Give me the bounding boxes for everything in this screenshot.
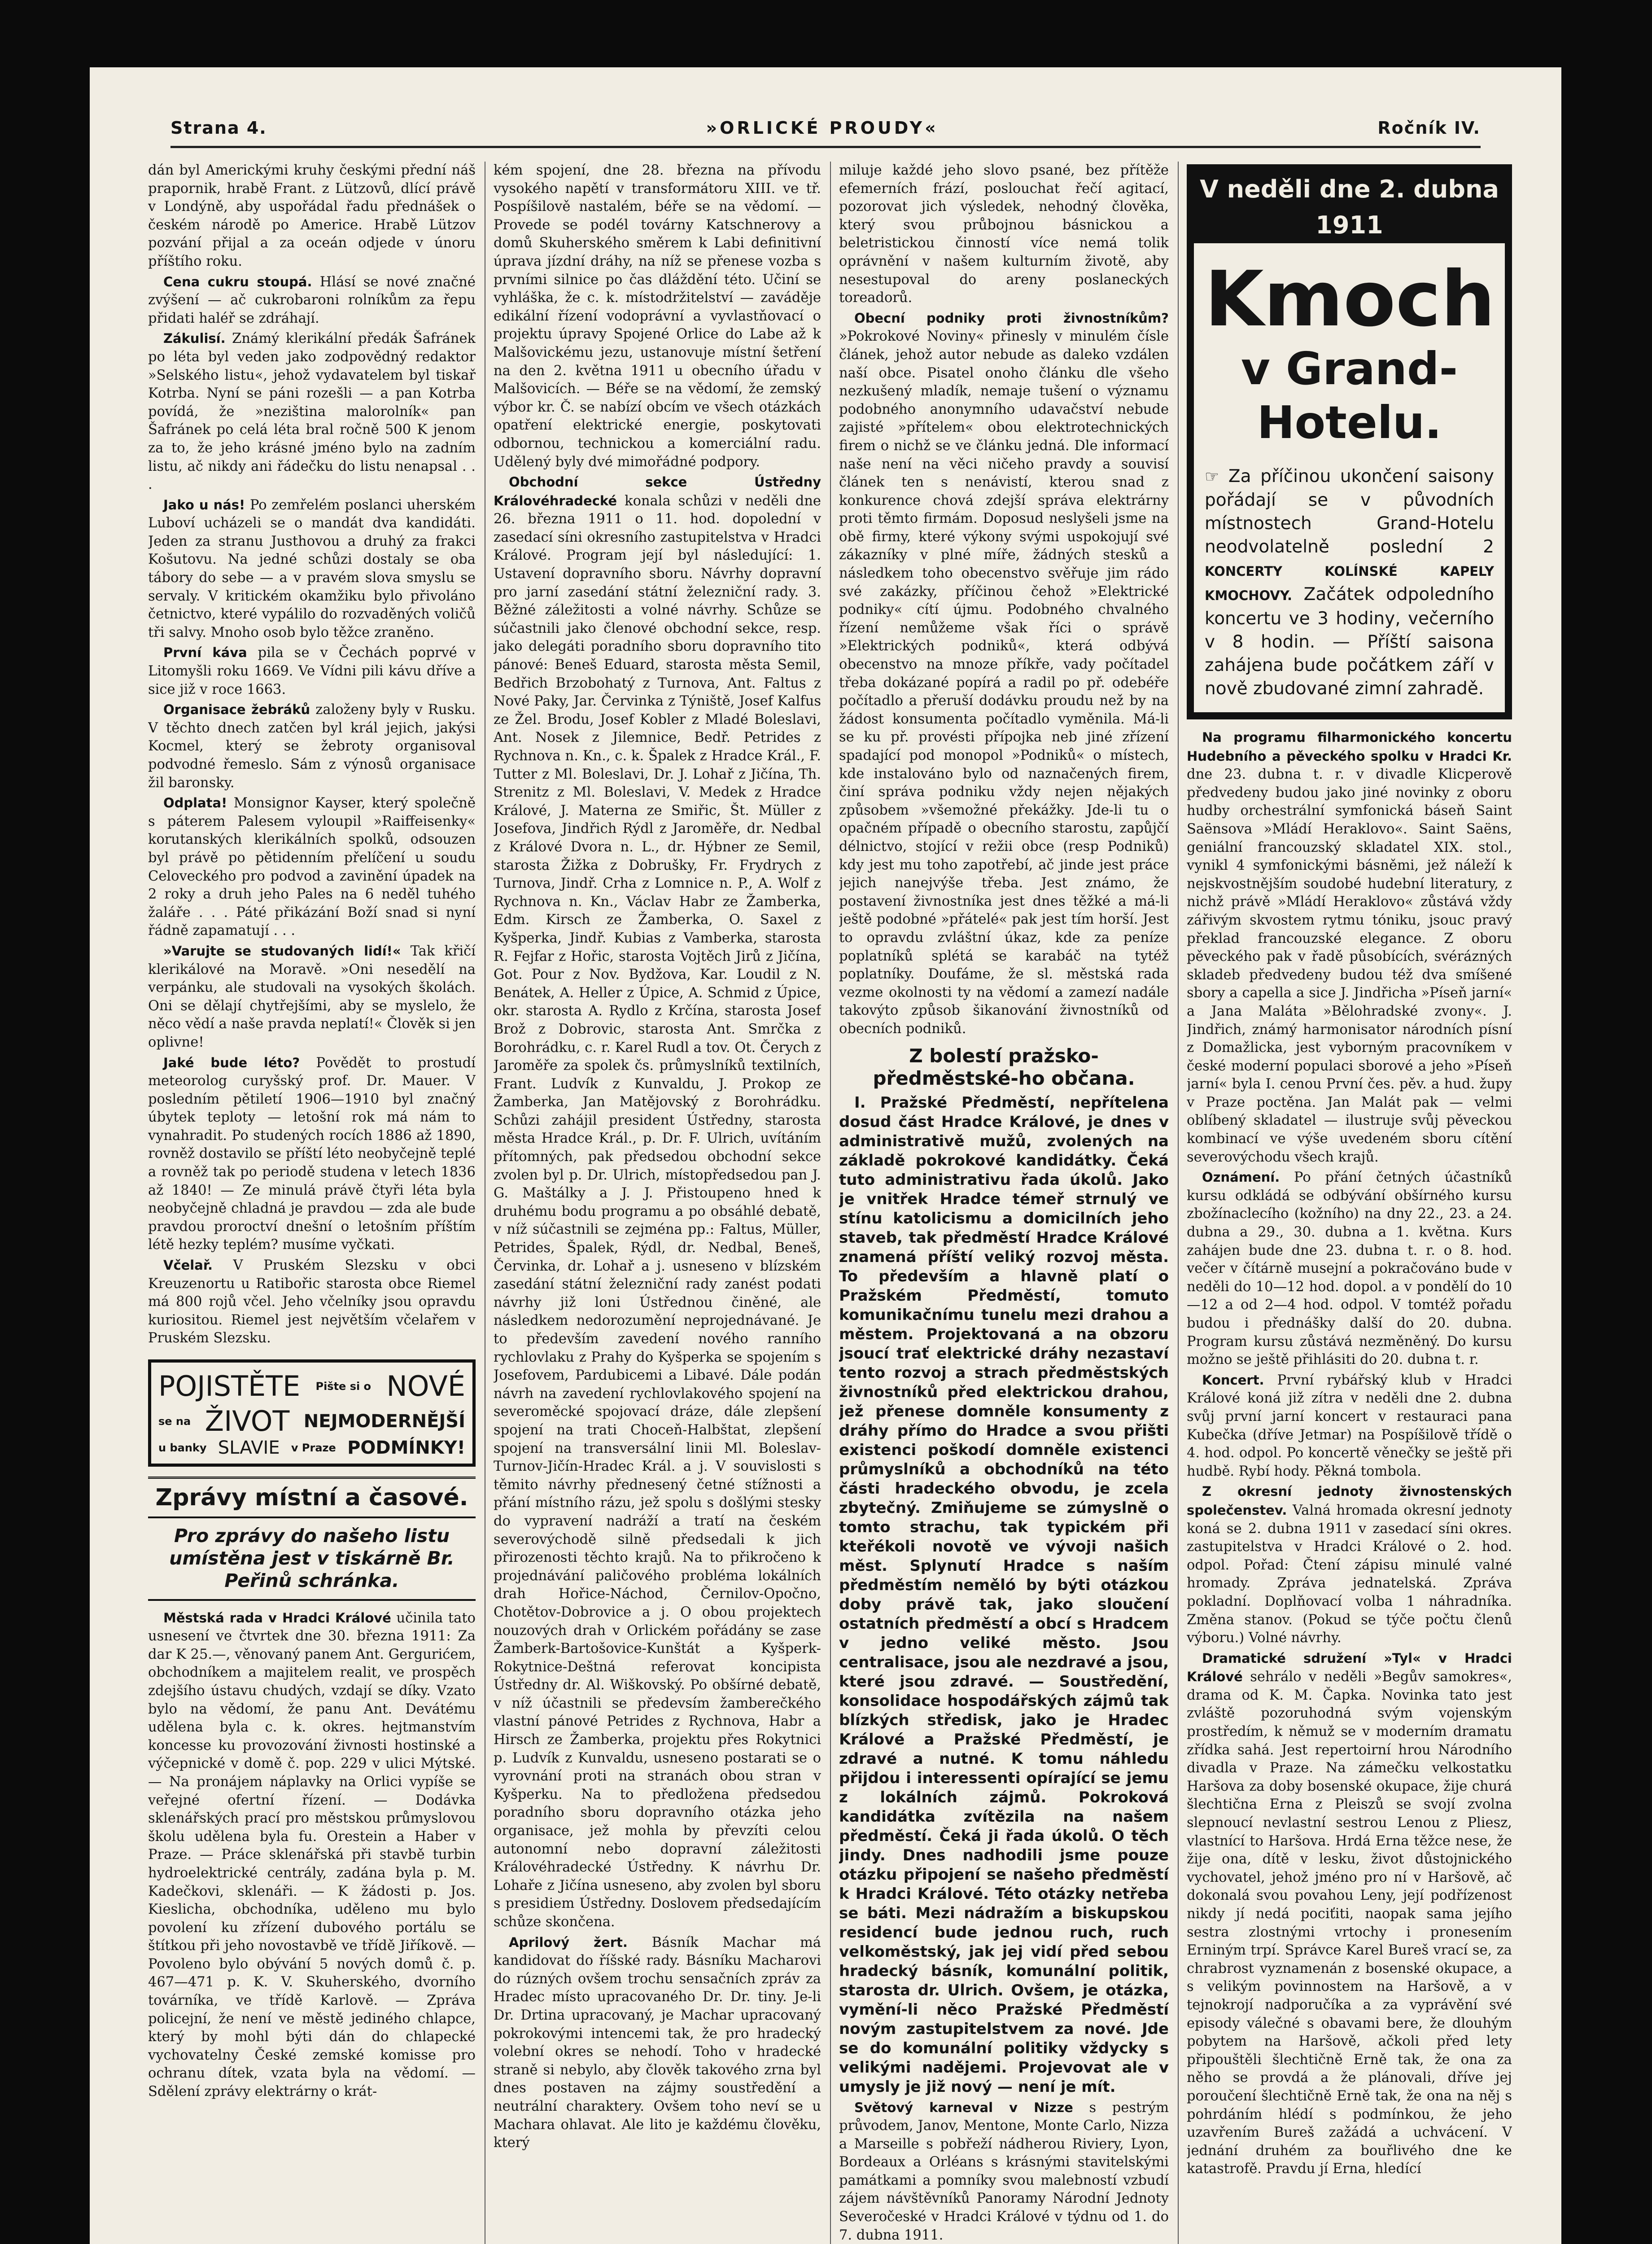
article-paragraph <box>1187 1371 1512 1481</box>
article-heading: »Varujte se studovaných lidí!« <box>163 943 401 959</box>
article-heading: Obchodní sekce Ústředny Královéhradecké <box>494 474 821 508</box>
article-text: První rybářský klub v Hradci Králové koná již zítra v neděli dne 2. dubna svůj první jarní koncert v restauraci pana Kubečka (dříve Jetmar) na Pospíšilově třídě o 4. hod. odpol. Po koncertě věnečky se ještě při hudbě. Rybí hody. Pěkná tombola. <box>1187 1372 1512 1479</box>
article-heading: Cena cukru stoupá. <box>163 274 312 289</box>
ad-small-text: u banky <box>158 1442 207 1454</box>
band-name: Kmoch <box>1205 255 1495 344</box>
ad-word: POJISTĚTE <box>158 1370 301 1402</box>
column-divider <box>830 162 831 2244</box>
article-text: Tak křičí klerikálové na Moravě. »Oni nesedělí na verpánku, ale studovali na vysokých školách. Oni se dělají chytřejšími, aby se myslelo, že něco vědí a naše pravda neplatí!« Člověk si jen oplivne! <box>148 943 476 1050</box>
pointing-hand-icon: ☞ <box>1205 468 1219 486</box>
ad-word: ŽIVOT <box>205 1405 290 1438</box>
article-paragraph <box>148 329 476 494</box>
concert-text: Za příčinou ukončení saisony pořádají se v původních místnostech Grand-Hotelu neodvolatelně poslední 2 <box>1205 466 1494 557</box>
article-text: miluje každé jeho slovo psané, bez přítěže efemerních frází, poslouchat řečí agitací, pozorovat jich výsledek, nehodný člověka, který svou průbojnou básnickou a beletristickou činností více nemá tolik oprávnění v našem kulturním životě, aby nesestupoval do areny poslaneckých toreadorů. <box>839 162 1169 306</box>
mailbox-notice: Pro zprávy do našeho listu umístěna jest v tiskárně Br. Peřinů schránka. <box>148 1525 476 1601</box>
article-heading: Obecní podniky proti živnostníkům? <box>854 310 1169 326</box>
article-text: Hlásí se nové značné zvýšení — ač cukrobaroni rolníkům za řepu přidati haléř se zdráhají. <box>148 274 476 326</box>
article-text: Po přání četných účastníků kursu odkládá se odbývání obšírného kursu zbožínaclecího (kožního) na dny 22., 23. a 24. dubna a 29., 30. dubna a 1. května. Kurs zahájen bude dne 23. dubna t. r. o 8. hod. večer v čítárně musejní a pokračováno bude v neděli do 10—12 hod. dopol. a v pondělí do 10—12 a od 2—4 hod. odpol. V tomtéž pořadu budou i přednášky další do 20. dubna. Program kursu zůstává nezměněný. Do kursu možno se ještě přihlásiti do 20. dubna t. r. <box>1187 1170 1512 1368</box>
article-paragraph <box>1187 1482 1512 1647</box>
article-heading: Odplata! <box>163 795 227 811</box>
concert-text: Začátek odpoledního koncertu ve 3 hodiny, večerního v 8 hodin. — Příští saisona zahájena bude počátkem září v nově zbudované zimní zahradě. <box>1205 584 1494 699</box>
article-paragraph <box>839 2099 1169 2244</box>
kmoch-concert-advertisement <box>1187 164 1512 719</box>
article-text: Po zemřelém poslanci uherském Luboví ucházeli se o mandát dva kandidáti. Jeden za stranu Justhovou a druhý za frakci Košutovu. Na jedné schůzi dostaly se oba tábory do sebe — a v pravém slova smyslu se servaly. V kritickém okamžiku bylo přivoláno četnictvo, které vypálilo do rozvaděných voličů tři salvy. Mnoho osob bylo těžce zraněno. <box>148 497 476 640</box>
article-text: Povědět to prostudí meteorolog curyšský prof. Dr. Mauer. V posledním pětiletí 1906—1910 byl značný úbytek teploty — letošní rok má nám to vynahradit. Po studených rocích 1886 až 1890, rovněž dostavilo se příští léto neobyčejně teplé a rovněž tak po periodě studena v letech 1836 až 1840! — Ze minulá právě čtyři léta byla neobyčejně chladná je pravdou — zda ale bude pravdou proroctví dnešní o letošním příštím létě hezky teplém? musíme vyčkati. <box>148 1055 476 1253</box>
article-paragraph <box>494 1933 821 2152</box>
article-text: sehrálo v neděli »Begův samokres«, drama od K. M. Čapka. Novinka tato jest zvláště pozoruhodná svým vojenským prostředím, k němuž se v moderním dramatu zřídka sahá. Jest repertoirní hrou Národního divadla v Praze. Na zámečku velkostatku Haršova za doby bosenské okupace, žije churá šlechtična Erna z Pleiszů se svojí zvolna slepnoucí nevlastní sestrou Lenou z Pliesz, vlastnící to Haršova. Hrdá Erna těžce nese, že žije ona, dítě v lesku, život důstojnického vychovatel, jehož jméno pro ní v Haršově, ač dokonalá svou povahou Leny, její podřízenost nikdy jí nedá pociťiti, naopak sama jejího sestra zlostnými vrtochy i pronesením Erniným trpí. Správce Karel Bureš vrací se, za chrabrost vyznamenán z bosenské okupace, a s velikým povinnostem na Haršově, a v tejnokrojí nadporučíka a za vyprávění své episody válečné s obavami bere, že dlouhým pobytem na Haršově, ačkoli před lety připouštěli šlechtičně Erně tak, že ona za něho se provdá a že plánovali, dříve jej poroučení šlechtičně Erně tak, že ona na něj s pohrdáním hlédí s podmínkou, že jeho uzavřením Bureš zažádá a uchvácení. V jednání druhém za bouřlivého dne ke katastrofě. Pravdu jí Erna, hledící <box>1187 1669 1512 2177</box>
ad-row <box>158 1439 465 1457</box>
article-text: kém spojení, dne 28. března na přívodu vysokého napětí v transformátoru XIII. ve tř. Pospíšilově nastalém, béře se na vědomí. — Provede se podél továrny Katschnerovy a domů Skuherského směrem k Labi definitivní úprava jízdní dráhy, na níž se přenese vozba s prvními silnice po čas dláždění této. Učiní se vyhláška, že c. k. místodržitelství — zaváděje edikální řízení vodoprávní a vyvlastňovací o projektu úpravy Spojené Orlice do Labe až k Malšovickému jezu, ustanovuje místní šetření na den 2. května 1911 u obecního úřadu v Malšovicích. — Béře se na vědomí, že zemský výbor kr. Č. se nabízí obcím ve všech otázkách opatření elektrické energie, poskytovati odbornou, technickou a komerciální radu. Udělený byly dvé mimořádné podpory. <box>494 162 821 470</box>
ad-bold-text: PODMÍNKY! <box>347 1438 465 1458</box>
article-paragraph <box>839 309 1169 1039</box>
article-paragraph <box>148 273 476 328</box>
article-heading: Koncert. <box>1202 1372 1264 1388</box>
ad-row <box>158 1404 465 1439</box>
article-paragraph <box>148 1054 476 1255</box>
article-heading: Včelař. <box>163 1258 213 1273</box>
article-text: konala schůzi v neděli dne 26. března 1911 o 11. hod. dopolední v zasedací síni okresního zastupitelstva v Hradci Králové. Program její byl následující: 1. Ustavení dopravního sboru. Návrhy dopravní pro jarní zasedání státní železniční rady. 3. Běžné záležitosti a volné návrhy. Schůze se súčastnili jako členové obchodní sekce, resp. jako delegáti poradního sboru dopravního tito pánové: Beneš Eduard, starosta města Semil, Bedřich Brzobohatý z Turnova, Ant. Faltus z Nové Paky, Jar. Červinka z Týniště, Josef Kalfus ze Žel. Brodu, Josef Kobler z Mladé Boleslavi, Ant. Nosek z Jilemnice, Bedř. Petrides z Rychnova n. Kn., c. k. Špalek z Hradce Král., F. Tutter z Ml. Boleslavi, Dr. J. Lohař z Jičína, Th. Strenitz z Ml. Boleslavi, V. Medek z Hradce Králové, J. Materna ze Smiřic, Št. Müller z Josefova, Jindřich Rýdl z Jaroměře, dr. Nedbal z Králové Dvora n. L., dr. Hýbner ze Semil, starosta Žižka z Dobrušky, Fr. Frydrych z Turnova, Jindř. Crha z Lomnice n. P., A. Wolf z Rychnova n. Kn., Václav Habr ze Žamberka, Edm. Kirsch ze Žamberka, O. Saxel z Kyšperka, Jindř. Kubias z Vamberka, starosta R. Fejfar z Hořic, starosta Vojtěch Jirů z Jičína, Got. Pour z Nov. Bydžova, Kar. Loudil z N. Benátek, A. Heller z Úpice, A. Schmid z Úpice, okr. starosta A. Rydlo z Krčína, starosta Josef Brož z Dobrovic, starosta Ant. Smrčka z Borohrádku, c. r. Karel Rudl a tov. Ot. Čerych z Jaroměře za spolek čs. průmyslníků textilních, Frant. Ludvík z Kunvaldu, J. Prokop ze Žamberka, Jan Matějovský z Borohrádku. Schůzi zahájil president Ústředny, starosta města Hradce Král., p. Dr. F. Ulrich, uvítáním přítomných, pak předsedou obchodní sekce zvolen byl p. Dr. Ulrich, místopředsedou pan J. G. Maštálky a J. J. Přistoupeno hned k druhému bodu programu a po obsáhlé debatě, v níž súčastnili se zejména pp.: Faltus, Müller, Petrides, Špalek, Rýdl, dr. Nedbal, Beneš, Červinka, dr. Lohař a j. usneseno v blízském zasedání státní železniční rady zanést podati návrhy již loni Ústřednou činěné, ale následkem nedorozumění neprojednávané. Je to především zavedení nového ranního rychlovlaku z Prahy do Kyšperka se spojením s Josefovem, Pardubicemi a Libavé. Dále podán návrh na zavedení rychlovlakového spojení na severoměcké spojovací dráze, dále zlepšení spojení na trati Choceň-Halbštat, zlepšení spojení na transversální linii Ml. Boleslav-Turnov-Jičín-Hradec Král. a j. V souvislosti s těmito návrhy přednesený četné stížnosti a přání místního rázu, jež spolu s došlými stesky do vypravení nadráží a tratí na českém severovýchodě silně předsedali k jich přirozenosti těchto krajů. Na to přikročeno k projednávání paličového probléma lokálních drah Hořice-Náchod, Černilov-Opočno, Chotětov-Dobrovice a j. O obou projektech nouzových drah v Orlickém pořádány se zase Žamberk-Bartošovice-Kunštát a Kyšperk-Rokytnice-Deštná referovat koncipista Ústředny dr. Al. Wiškovský. Po obšírné debatě, v níž účastnili se předevsím žamberečkého vlastní pánové Petrides z Rychnova, Habr a Hirsch ze Žamberka, projektu přes Rokytnici p. Ludvík z Kunvaldu, usneseno postarati se o vyrovnání proti na stranách obou stran v Kyšperku. Na to předložena předsedou poradního sboru dopravního otázka jeho organisace, jež mohla by převzíti celou autonomní nebo dopravní záležitosti Královéhradecké Ústředny. K návrhu Dr. Lohaře z Jičína usneseno, aby zvolen byl sboru s presidiem Ústředny. Doslovem předsedajícím schůze skončena. <box>494 493 821 1930</box>
ad-small-text: v Praze <box>291 1442 336 1454</box>
article-paragraph <box>148 1609 476 2101</box>
article-text: Básník Machar má kandidovat do říšské rady. Básníku Macharovi do rúzných ovšem trochu sensačních zpráv za Hradec místo upracovaného Dr. Dr. tiny. Je-li Dr. Drtina upracovaný, je Machar upracovaný pokrokovými intencemi tak, že pro hradecký volební okres se nehodí. Toho v hradecké straně si nebylo, aby člověk takového zrna byl dnes postaven na zájmy soustředění a neutrální charaktery. Ovšem toho neví se u Machara ohlavat. Ale lito je každému člověku, který <box>494 1934 821 2151</box>
ad-small-text: se na <box>158 1415 191 1428</box>
article-paragraph <box>148 496 476 642</box>
article-paragraph <box>148 644 476 699</box>
ad-word: NOVÉ <box>386 1370 465 1402</box>
page-number: Strana 4. <box>170 118 267 138</box>
concert-venue: v Grand-Hotelu. <box>1241 342 1458 449</box>
concert-band-bold: KONCERTY KOLÍNSKÉ KAPELY KMOCHOVY. <box>1205 564 1494 603</box>
article-text: dán byl Americkými kruhy českými přední náš prapornik, hrabě Frant. z Lützovů, dlící právě v Londýně, aby uspořádal řadu přednášek o českém národě po Americe. Hrabě Lützov pozvání přijal a za oceán odjede v únoru příštího roku. <box>148 162 476 269</box>
article-heading: Městská rada v Hradci Králové <box>163 1610 391 1626</box>
article-heading: Světový karneval v Nizze <box>854 2099 1073 2115</box>
column-2 <box>494 162 821 2244</box>
article-heading: První káva <box>163 645 247 661</box>
newspaper-page <box>90 67 1561 2244</box>
article-heading: Oznámení. <box>1202 1170 1280 1185</box>
column-1 <box>148 162 476 2244</box>
article-text: založeny byly v Rusku. V těchto dnech zatčen byl král jejich, jakýsi Kocmel, který se žebroty organisoval podvodné řemeslo. Sám z výnosů organisace žil baronsky. <box>148 702 476 791</box>
volume-number: Ročník IV. <box>1377 118 1481 138</box>
column-4 <box>1187 162 1512 2244</box>
article-paragraph <box>148 1256 476 1348</box>
article-paragraph <box>1187 728 1512 1166</box>
article-paragraph <box>148 794 476 940</box>
ad-bold-text: NEJMODERNĚJŠÍ <box>303 1411 465 1432</box>
ad-row <box>158 1369 465 1404</box>
article-text: Valná hromada okresní jednoty koná se 2. dubna 1911 v zasedací síni okres. zastupitelstva v Hradci Králové o 2. hod. odpol. Pořad: Čtení zápisu minulé valné hromady. Zpráva jednatelská. Zpráva pokladní. Doplňovací volba 1 náhradníka. Změna stanov. (Pokud se týče počtu členů výboru.) Volné návrhy. <box>1187 1502 1512 1646</box>
insurance-advertisement <box>148 1359 476 1467</box>
article-text: Známý klerikální předák Šafránek po léta byl veden jako zodpovědný redaktor »Selského listu«, jehož vydavatelem byl tiskař Kotrba. Nyní se páni rozešli — a pan Kotrba povídá, že »neziština malorolník« pan Šafránek po celá léta bral ročně 500 K jenom za to, že jeho krásné jméno bylo na zadním listu, ač nikdy ani řádečku do listu nenapsal . . . <box>148 331 476 493</box>
article-heading: Organisace žebráků <box>163 702 310 718</box>
article-text: V Pruském Slezsku v obci Kreuzenortu u Ratibořic starosta obce Riemel má 800 rojů včel. Jeho včelníky jsou opravdu kuriositou. Riemel jest největším včelařem v Pruském Slezsku. <box>148 1258 476 1346</box>
article-text: s pestrým průvodem, Janov, Mentone, Monte Carlo, Nizza a Marseille s pobřeží nádherou Riviery, Lyon, Bordeaux a Orléans s krásnými stavitelskými památkami a pomníky svou malebností vzbudí zájem návštěvníků Panoramy Národní Jednoty Severočeské v Hradci Králové v týdnu od 1. do 7. dubna 1911. <box>839 2099 1169 2243</box>
newspaper-title: »ORLICKÉ PROUDY« <box>706 118 939 138</box>
column-divider <box>1178 162 1179 2244</box>
article-heading: Na programu filharmonického koncertu Hudebního a pěveckého spolku v Hradci Kr. <box>1187 730 1512 764</box>
article-paragraph <box>494 473 821 1932</box>
article-text: »Pokrokové Noviny« přinesly v minulém čísle článek, jehož autor nebude as daleko vzdálen naší obce. Pisatel onoho článku dle všeho nezkušený mladík, nemaje tušení o významu podobného anonymního udavačství nebude zajisté »přítelem« obou elektrotechnických firem o nichž se ve článku jedná. Dle informací naše není na věci ničeho pravdy a souvisí článek ten s nenávistí, kterou snad z konkurence chová zdejší správa elektrárny proti těmto firmám. Doposud neslyšeli jsme na obě firmy, které výkony svými uspokojují své zákazníky v plné míře, žádných stesků a následkem toho obecenstvo svěřuje jim rádo své zakázky, příčinou čehož »Elektrické podniky« cítí újmu. Podobného chvalného řízení nemůžeme však říci o správě »Elektrických podniků«, která odbývá obecenstvo na mnoze příkře, vady počítadel třeba dokázané popírá a radil po př. odebéře počítadlo a přeruší dodávku proudu než by na žádost konsumenta počítadlo vyměnila. Má-li se ku př. provésti přípojka neb jiné zřízení spadající pod monopol »Podniků« o místech, kde instalováno bylo od naznačených firem, činí správa podniku vždy nejen nějakých způsobem »všemožné překážky. Jde-li tu o opačném případě o obecního starostu, zapůjčí délnictvo, stojící v režii obce (resp Podniků) kdy jest mu toho zapotřebí, ač jinde jest práce jejich nanejvýše třeba. Jest známo, že postavení živnostníka jest dnes těžké a má-li ještě podobné »přátelé« pak jest tím horší. Jest to opravdu zvláštní úkaz, kde za peníze poplatníků splétá se karabáč na tytéž poplatníky. Doufáme, že sl. městská rada vezme okolnosti ty na vědomí a zamezí nadále takovýto způsob šikanování živnostníků od obecních podniků. <box>839 329 1169 1037</box>
article-text: Monsignor Kayser, který společně s páterem Palesem vyloupil »Raiffeisenky« korutanských klerikálních spolků, odsouzen byl právě po pětidenním přelíčení u soudu Celoveckého pro podvod a zavinění úpadek na 2 roky a druh jeho Pales na 6 neděl tuhého žaláře . . . Páté přikázání Boží snad si nyní řádně zapamatují . . . <box>148 795 476 939</box>
article-text: učinila tato usnesení ve čtvrtek dne 30. března 1911: Za dar K 25.—, věnovaný panem Ant. Gergurićem, obchodníkem a majitelem realit, ve prospěch zdejšího ústavu chudých, vzdají se díky. Vzato bylo na vědomí, že panu Ant. Devátému udělena byla c. k. okres. hejtmanstvím koncesse ku provozování živnosti hostinské a výčepnické v domě č. pop. 229 v ulici Mýtské. — Na pronájem náplavky na Orlici vypíše se veřejné ofertní řízení. — Dodávka sklenářských prací pro městskou průmyslovou školu udělena byla fu. Orestein a Haber v Praze. — Práce sklenářská při stavbě turbin hydroelektrické centrály, zadána byla p. M. Kadečkovi, sklenáři. — K žádosti p. Jos. Kieslicha, obchodníka, uděleno mu bylo povolení ku zřízení dubového portálu se štítkou při jeho novostavbě ve třídě Jiříkově. — Povoleno bylo obývání 5 nových domů č. p. 467—471 p. K. V. Skuherského, dvorního továrníka, ve třídě Karlově. — Zpráva policejní, že není ve městě jediného chlapce, který by mohl býti dán do chlapecké vychovatelny České zemské komisse pro ochranu dítek, vzata byla na vědomí. — Sdělení zprávy elektrárny o krát- <box>148 1610 476 2100</box>
article-paragraph <box>1187 1649 1512 2178</box>
article-paragraph <box>148 942 476 1052</box>
article-paragraph <box>148 701 476 792</box>
article-heading: Aprilový žert. <box>509 1934 628 1950</box>
concert-date: V neděli dne 2. dubna 1911 <box>1194 171 1505 243</box>
columns <box>148 162 1512 2244</box>
article-paragraph <box>1187 1168 1512 1369</box>
article-heading: Jaké bude léto? <box>163 1055 300 1070</box>
section-title: Zprávy místní a časové. <box>148 1477 476 1518</box>
column-3 <box>839 162 1169 2244</box>
concert-description <box>1205 465 1494 701</box>
article-text-bold: I. Pražské Předměstí, nepřítelena dosud část Hradce Králové, je dnes v administrativě mužů, zvolených na základě pokrokové kandidátky. Čeká tuto administrativu řada úkolů. Jako je vnitřek Hradce témeř strnulý ve stínu katolicismu a domicilních jeho staveb, tak předměstí Hradce Králové znamená příští veliký rozvoj města. To především a hlavně platí o Pražském Předměstí, tomuto komunikačnímu tunelu mezi drahou a městem. Projektovaná a na obzoru jsoucí trať elektrické dráhy nezastaví tento rozvoj a strach předměstských živnostníků před elektrickou drahou, jež přenese domněle konsumenty z dráhy přímo do Hradce a svou přišti existenci poškodí domněle existenci průmyslníků a obchodníků na této části hradeckého obvodu, je zcela zbytečný. Zmiňujeme se zúmyslně o tomto strachu, tak typickém při kteřékoli novotě ve vývoji našich měst. Splynutí Hradce s naším předměstím neměló by býti otázkou doby právě tak, jako sloučení ostatních předměstí a obcí s Hradcem v jedno veliké město. Jsou centralisace, jsou ale nezdravé a jsou, které jsou zdravé. — Soustředění, konsolidace hospodářských zájmů tak blízkých středisk, jako je Hradec Králové a Pražské Předměstí, je zdravé a nutné. K tomu náhledu přijdou i interessenti opírající se jemu z lokálních zájmů. Pokroková kandidátka zvítězila na našem předměstí. Čeká ji řada úkolů. O těch jindy. Dnes nadhodili jsme pouze otázku připojení se našeho předměstí k Hradci Králové. Této otázky netřeba se báti. Mezi nádražím a biskupskou residencí bude jednou ruch, ruch velkoměstský, jak jej vidí před sebou hradecký básník, komunální politik, starosta dr. Ulrich. Ovšem, je otázka, vymění-li něco Pražské Předměstí novým zastupitelstvem za nové. Jde se do komunální politiky vždycky s velikými nadějemi. Projevovat ale v umysly je již nový — není je mít. <box>839 1093 1169 2096</box>
article-heading: Jako u nás! <box>163 497 245 513</box>
page-header <box>170 110 1481 148</box>
article-text: pila se v Čechách poprvé v Litomyšli roku 1669. Ve Vídni pili kávu dříve a sice již v roce 1663. <box>148 645 476 697</box>
article-title: Z bolestí pražsko-předměstské-ho občana. <box>873 1044 1135 1089</box>
article-heading: Z okresní jednoty živnostenských společenstev. <box>1187 1484 1512 1518</box>
article-heading: Dramatické sdružení »Tyl« v Hradci Králové <box>1187 1650 1512 1685</box>
article-heading: Zákulisí. <box>163 331 226 346</box>
article-text: dne 23. dubna t. r. v divadle Klicperově předvedeny budou jako jiné novinky z oboru hudby orchestrální symfonická báseň Saint Saënsova »Mládí Heraklovo«. Saint Saëns, geniální francouzský skladatel XIX. stol., vynikl 4 symfonickými básněmi, jež náleží k nejskvostnějším soudobé hudební literatury, z nichž právě »Mládí Heraklovo« zůstává vždy zářivým skvostem rytmu tóniku, jsouc pravý překlad francouzské elegance. Z oboru pěveckého pak v řadě působících, svérázných skladeb předvedeny budou též dva smíšené sbory a capella a sice J. Jindřicha »Píseň jarní« a Jana Maláta »Bělohradské zvony«. J. Jindřich, známý harmonisator národních písní z Domažlicka, jest vyborným pracovníkem v české moderní populaci sborové a jeho »Píseň jarní« byla I. cenou První čes. pěv. a hud. župy v Praze poctěna. Jan Malát pak — velmi oblíbený skladatel — ilustruje svůj pěveckou kombinací ve výše uvedeném sboru cítění severovýchodu všech krajů. <box>1187 767 1512 1165</box>
ad-small-text: Pište si o <box>315 1380 371 1393</box>
ad-word: SLAVIE <box>218 1438 280 1458</box>
